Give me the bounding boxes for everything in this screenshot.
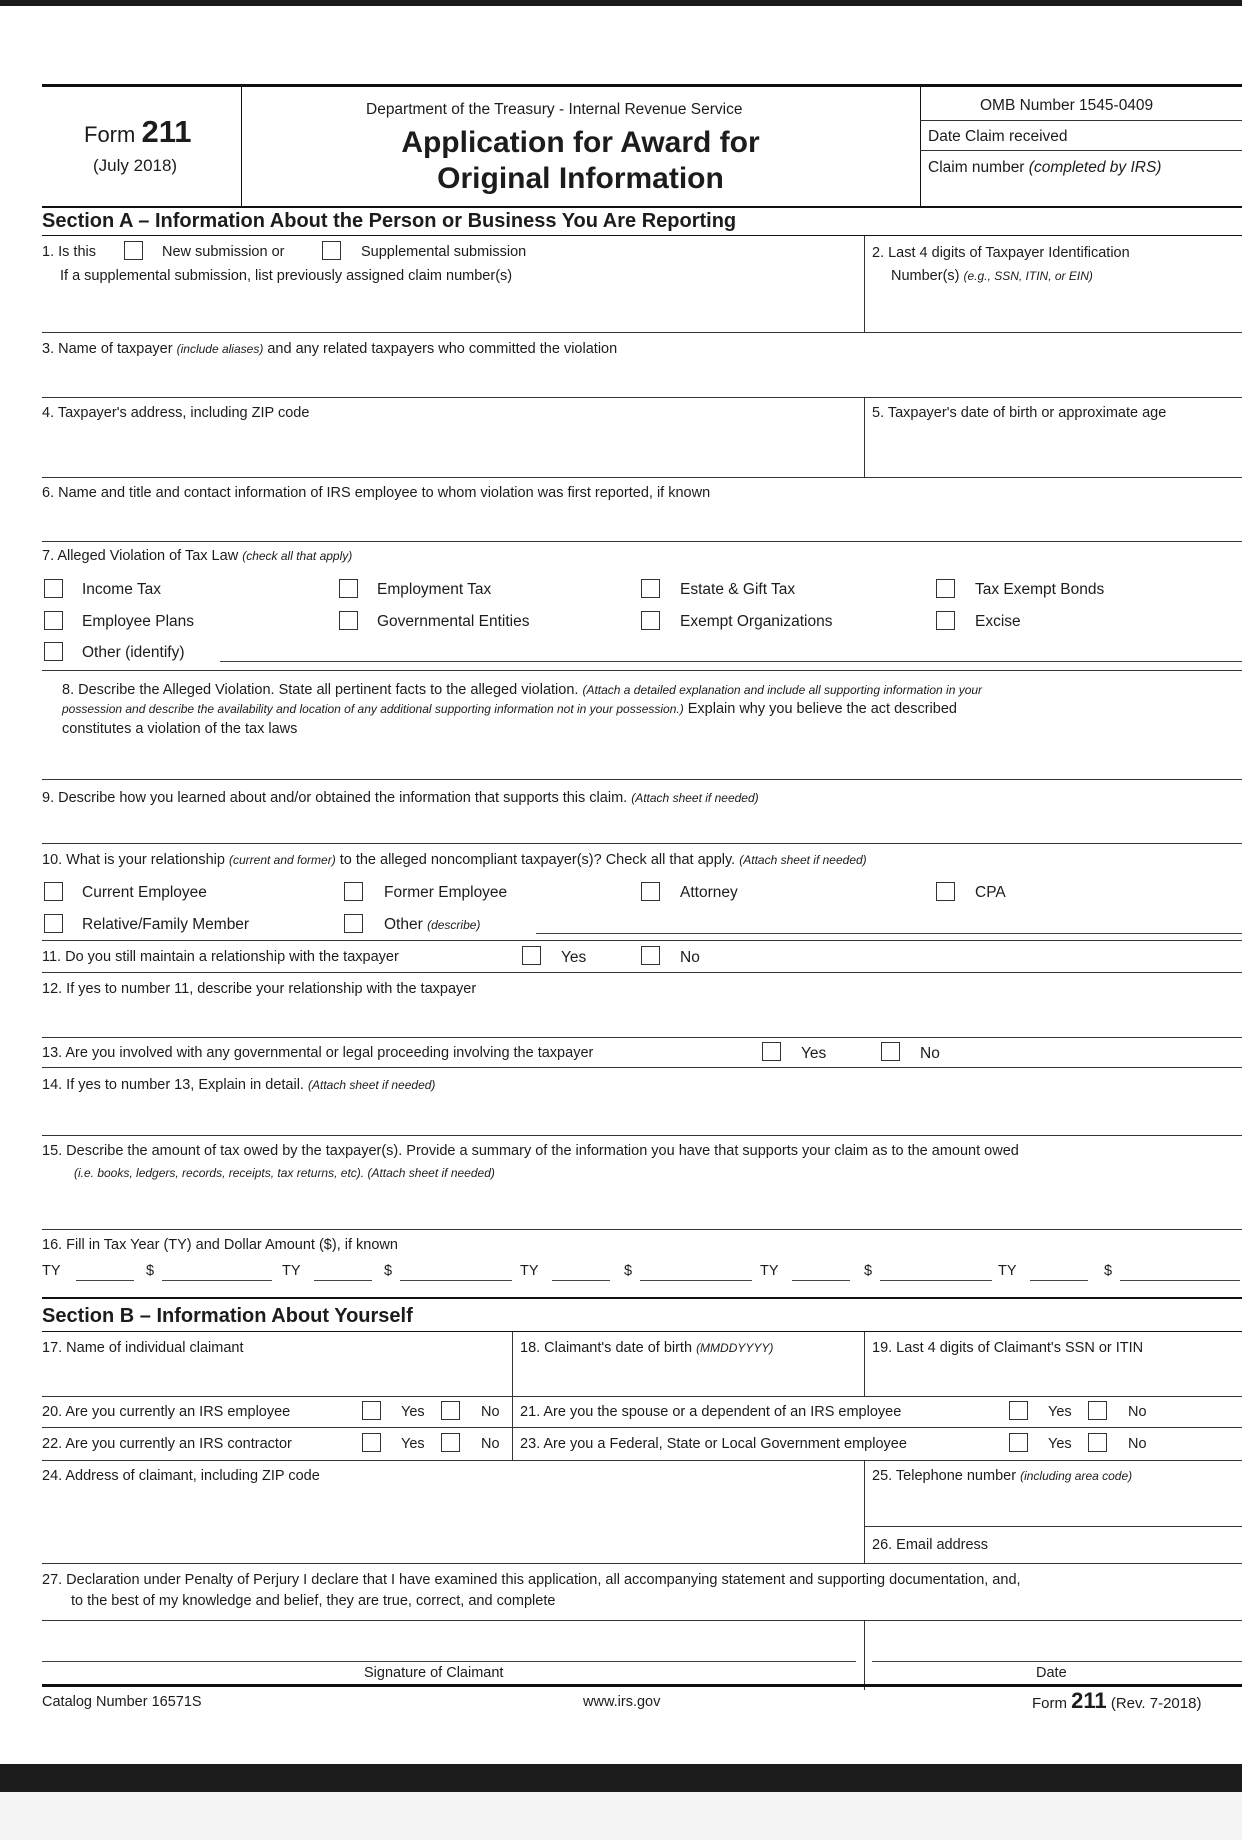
q17-rule	[42, 1396, 1242, 1397]
ty-label-3: TY	[520, 1263, 539, 1279]
dollar-label-5: $	[1104, 1263, 1113, 1279]
q23-yes-label: Yes	[1048, 1436, 1072, 1452]
q10-rule	[42, 940, 1242, 941]
q7-employment-tax-checkbox[interactable]	[339, 579, 358, 598]
section-b-title-rule	[42, 1331, 1242, 1332]
amount-input-4[interactable]	[880, 1280, 992, 1281]
q7-excise-checkbox[interactable]	[936, 611, 955, 630]
q10-other-checkbox[interactable]	[344, 914, 363, 933]
q7-governmental-entities-checkbox[interactable]	[339, 611, 358, 630]
q6-rule	[42, 541, 1242, 542]
date-claim-rule	[920, 150, 1242, 151]
q11-no-label: No	[680, 949, 700, 966]
q22-yes-checkbox[interactable]	[362, 1433, 381, 1452]
q20-yes-label: Yes	[401, 1404, 425, 1420]
q7-estate-gift-tax-label: Estate & Gift Tax	[680, 581, 796, 598]
q21-label: 21. Are you the spouse or a dependent of an IRS employee	[520, 1404, 902, 1420]
q1-line2: If a supplemental submission, list previously assigned claim number(s)	[60, 268, 513, 284]
ty-input-1[interactable]	[76, 1280, 134, 1281]
q7-excise-label: Excise	[975, 613, 1021, 630]
q11-rule	[42, 972, 1242, 973]
q12-label: 12. If yes to number 11, describe your relationship with the taxpayer	[42, 981, 477, 997]
q2-line2: Number(s) (e.g., SSN, ITIN, or EIN)	[891, 268, 1093, 284]
q3-rule	[42, 397, 1242, 398]
amount-input-3[interactable]	[640, 1280, 752, 1281]
q15-rule	[42, 1229, 1242, 1230]
ty-label-2: TY	[282, 1263, 301, 1279]
q1-rule	[42, 332, 1242, 333]
amount-input-1[interactable]	[162, 1280, 272, 1281]
omb-number: OMB Number 1545-0409	[980, 97, 1154, 114]
ty-input-4[interactable]	[792, 1280, 850, 1281]
q1-q2-divider	[864, 236, 865, 332]
header-divider-right	[920, 86, 921, 206]
q10-cpa-checkbox[interactable]	[936, 882, 955, 901]
q7-estate-gift-tax-checkbox[interactable]	[641, 579, 660, 598]
q7-exempt-organizations-checkbox[interactable]	[641, 611, 660, 630]
q10-attorney-checkbox[interactable]	[641, 882, 660, 901]
amount-input-2[interactable]	[400, 1280, 512, 1281]
q22-yes-label: Yes	[401, 1436, 425, 1452]
q7-label: 7. Alleged Violation of Tax Law (check all that apply)	[42, 548, 353, 564]
q1-supplemental-label: Supplemental submission	[361, 244, 527, 260]
q1-label: 1. Is this	[42, 244, 96, 260]
q7-rule	[42, 670, 1242, 671]
claim-number-label: Claim number (completed by IRS)	[928, 159, 1162, 176]
q10-relative-label: Relative/Family Member	[82, 916, 250, 933]
q8-line2: possession and describe the availability and location of any additional supporting information not in your possession.) Explain why you believe the act described	[62, 701, 957, 717]
q9-rule	[42, 843, 1242, 844]
ty-input-2[interactable]	[314, 1280, 372, 1281]
q7-employee-plans-checkbox[interactable]	[44, 611, 63, 630]
catalog-number: Catalog Number 16571S	[42, 1694, 202, 1710]
q7-other-label: Other (identify)	[82, 644, 185, 661]
q8-label: 8. Describe the Alleged Violation. State all pertinent facts to the alleged violation. (Attach a detailed explanation and include all supporting information in your	[62, 682, 983, 698]
header-top-rule	[42, 84, 1242, 87]
q21-no-label: No	[1128, 1404, 1147, 1420]
q23-no-checkbox[interactable]	[1088, 1433, 1107, 1452]
q13-yes-label: Yes	[801, 1045, 827, 1062]
q25-rule	[864, 1526, 1242, 1527]
date-input[interactable]	[872, 1661, 1242, 1662]
q1-supplemental-checkbox[interactable]	[322, 241, 341, 260]
q5-label: 5. Taxpayer's date of birth or approximate age	[872, 405, 1167, 421]
q14-rule	[42, 1135, 1242, 1136]
q13-yes-checkbox[interactable]	[762, 1042, 781, 1061]
q22-label: 22. Are you currently an IRS contractor	[42, 1436, 292, 1452]
q22-rule	[42, 1460, 1242, 1461]
agency-name: Department of the Treasury - Internal Revenue Service	[366, 101, 743, 118]
q20-no-checkbox[interactable]	[441, 1401, 460, 1420]
q20-label: 20. Are you currently an IRS employee	[42, 1404, 291, 1420]
q11-yes-label: Yes	[561, 949, 587, 966]
q26-label: 26. Email address	[872, 1537, 989, 1553]
q21-yes-checkbox[interactable]	[1009, 1401, 1028, 1420]
q8-line3: constitutes a violation of the tax laws	[62, 721, 298, 737]
q18-divider	[864, 1332, 865, 1396]
q4-label: 4. Taxpayer's address, including ZIP code	[42, 405, 310, 421]
q10-label: 10. What is your relationship (current and former) to the alleged noncompliant taxpayer(s)? Check all that apply. (Attach sheet if needed)	[42, 852, 867, 868]
q25-label: 25. Telephone number (including area code)	[872, 1468, 1133, 1484]
q10-other-label: Other (describe)	[384, 916, 481, 933]
form-title-line1: Application for Award for	[401, 126, 760, 159]
q10-cpa-label: CPA	[975, 884, 1006, 901]
q10-current-employee-label: Current Employee	[82, 884, 207, 901]
ty-input-3[interactable]	[552, 1280, 610, 1281]
q24-divider	[864, 1460, 865, 1563]
q4-q5-divider	[864, 397, 865, 477]
q20-no-label: No	[481, 1404, 500, 1420]
q7-employment-tax-label: Employment Tax	[377, 581, 492, 598]
ty-input-5[interactable]	[1030, 1280, 1088, 1281]
form-label: Form 211	[84, 114, 192, 149]
q19-label: 19. Last 4 digits of Claimant's SSN or ITIN	[872, 1340, 1144, 1356]
q10-other-input[interactable]	[536, 933, 1242, 934]
q27-line2: to the best of my knowledge and belief, they are true, correct, and complete	[71, 1593, 556, 1609]
q15-note: (i.e. books, ledgers, records, receipts, tax returns, etc). (Attach sheet if needed)	[74, 1166, 495, 1180]
dollar-label-3: $	[624, 1263, 633, 1279]
q15-label: 15. Describe the amount of tax owed by the taxpayer(s). Provide a summary of the information you have that supports your claim as to the amount owed	[42, 1143, 1019, 1159]
q1-new-submission-checkbox[interactable]	[124, 241, 143, 260]
q22-no-label: No	[481, 1436, 500, 1452]
dollar-label-2: $	[384, 1263, 393, 1279]
q20-divider	[512, 1396, 513, 1460]
q4-rule	[42, 477, 1242, 478]
date-label: Date	[1036, 1665, 1067, 1681]
irs-website: www.irs.gov	[583, 1694, 661, 1710]
q23-label: 23. Are you a Federal, State or Local Government employee	[520, 1436, 907, 1452]
form-title-line2: Original Information	[437, 162, 724, 195]
q7-income-tax-checkbox[interactable]	[44, 579, 63, 598]
q22-no-checkbox[interactable]	[441, 1433, 460, 1452]
q13-label: 13. Are you involved with any governmental or legal proceeding involving the taxpayer	[42, 1045, 594, 1061]
bottom-edge	[0, 1764, 1242, 1792]
section-b-title: Section B – Information About Yourself	[42, 1305, 413, 1327]
footer-form-id: Form 211 (Rev. 7-2018)	[1032, 1688, 1202, 1713]
omb-rule	[920, 120, 1242, 121]
q7-tax-exempt-bonds-checkbox[interactable]	[936, 579, 955, 598]
section-a-title: Section A – Information About the Person or Business You Are Reporting	[42, 210, 737, 232]
section-a-title-rule	[42, 235, 1242, 236]
q23-no-label: No	[1128, 1436, 1147, 1452]
q3-label: 3. Name of taxpayer (include aliases) and any related taxpayers who committed the violation	[42, 341, 618, 357]
q7-other-input[interactable]	[220, 661, 1242, 662]
dollar-label-4: $	[864, 1263, 873, 1279]
q24-label: 24. Address of claimant, including ZIP code	[42, 1468, 320, 1484]
ty-label-1: TY	[42, 1263, 61, 1279]
signature-input[interactable]	[42, 1661, 856, 1662]
q10-current-employee-checkbox[interactable]	[44, 882, 63, 901]
q6-label: 6. Name and title and contact information of IRS employee to whom violation was first reported, if known	[42, 485, 711, 501]
signature-divider	[864, 1620, 865, 1690]
q2-line1: 2. Last 4 digits of Taxpayer Identification	[872, 245, 1130, 261]
dollar-label-1: $	[146, 1263, 155, 1279]
q13-no-checkbox[interactable]	[881, 1042, 900, 1061]
q14-label: 14. If yes to number 13, Explain in detail. (Attach sheet if needed)	[42, 1077, 436, 1093]
q11-label: 11. Do you still maintain a relationship with the taxpayer	[42, 949, 399, 965]
q11-no-checkbox[interactable]	[641, 946, 660, 965]
q17-label: 17. Name of individual claimant	[42, 1340, 244, 1356]
footer-rule	[42, 1684, 1242, 1687]
q21-yes-label: Yes	[1048, 1404, 1072, 1420]
q10-relative-checkbox[interactable]	[44, 914, 63, 933]
q20-yes-checkbox[interactable]	[362, 1401, 381, 1420]
section-b-rule	[42, 1297, 1242, 1299]
q9-label: 9. Describe how you learned about and/or obtained the information that supports this claim. (Attach sheet if needed)	[42, 790, 759, 806]
q10-former-employee-label: Former Employee	[384, 884, 508, 901]
q27-rule	[42, 1620, 1242, 1621]
section-a-rule	[42, 206, 1242, 208]
q7-exempt-organizations-label: Exempt Organizations	[680, 613, 833, 630]
q10-former-employee-checkbox[interactable]	[344, 882, 363, 901]
q23-yes-checkbox[interactable]	[1009, 1433, 1028, 1452]
q7-governmental-entities-label: Governmental Entities	[377, 613, 530, 630]
q12-rule	[42, 1037, 1242, 1038]
q13-no-label: No	[920, 1045, 940, 1062]
q8-rule	[42, 779, 1242, 780]
ty-label-4: TY	[760, 1263, 779, 1279]
form-date: (July 2018)	[93, 156, 178, 175]
q21-no-checkbox[interactable]	[1088, 1401, 1107, 1420]
signature-label: Signature of Claimant	[364, 1665, 504, 1681]
q24-rule	[42, 1563, 1242, 1564]
date-claim-received: Date Claim received	[928, 128, 1068, 145]
q18-label: 18. Claimant's date of birth (MMDDYYYY)	[520, 1340, 774, 1356]
q7-tax-exempt-bonds-label: Tax Exempt Bonds	[975, 581, 1105, 598]
q17-divider	[512, 1332, 513, 1396]
ty-label-5: TY	[998, 1263, 1017, 1279]
q13-rule	[42, 1067, 1242, 1068]
q27-line1: 27. Declaration under Penalty of Perjury I declare that I have examined this application, all accompanying statement and supporting documentation, and,	[42, 1572, 1021, 1588]
q7-other-checkbox[interactable]	[44, 642, 63, 661]
q20-rule	[42, 1427, 1242, 1428]
q7-income-tax-label: Income Tax	[82, 581, 161, 598]
q3-answer-area[interactable]	[42, 362, 1242, 396]
amount-input-5[interactable]	[1120, 1280, 1240, 1281]
q10-attorney-label: Attorney	[680, 884, 738, 901]
q7-employee-plans-label: Employee Plans	[82, 613, 195, 630]
q11-yes-checkbox[interactable]	[522, 946, 541, 965]
q16-label: 16. Fill in Tax Year (TY) and Dollar Amount ($), if known	[42, 1237, 398, 1253]
q1-new-label: New submission or	[162, 244, 285, 260]
